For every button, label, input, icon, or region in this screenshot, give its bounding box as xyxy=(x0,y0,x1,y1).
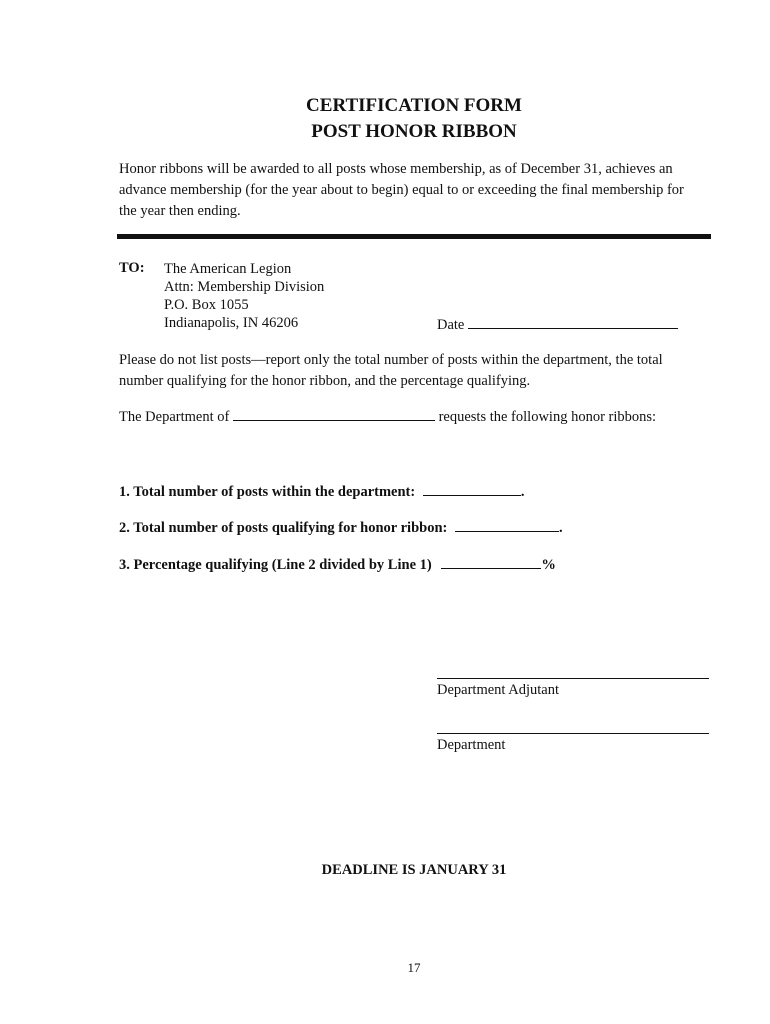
address-line-1: The American Legion xyxy=(164,261,292,277)
adjutant-signature-line[interactable] xyxy=(437,678,709,679)
instructions-line-1: Please do not list posts—report only the total number of posts within the department, the total xyxy=(119,352,663,368)
item-total-posts-label: 1. Total number of posts within the department: xyxy=(119,484,416,500)
item-percentage-label: 3. Percentage qualifying (Line 2 divided by Line 1) xyxy=(119,557,432,573)
address-line-3: P.O. Box 1055 xyxy=(164,297,249,313)
department-request xyxy=(119,406,719,428)
date-label: Date xyxy=(437,317,465,333)
deadline-notice: DEADLINE IS JANUARY 31 xyxy=(321,862,507,878)
percentage-input-line[interactable] xyxy=(441,554,541,569)
address-line-4: Indianapolis, IN 46206 xyxy=(164,315,299,331)
address-line-2: Attn: Membership Division xyxy=(164,279,325,295)
form-subtitle: POST HONOR RIBBON xyxy=(311,121,517,142)
section-divider xyxy=(117,234,711,239)
department-signature-line[interactable] xyxy=(437,733,709,734)
department-request-prefix: The Department of xyxy=(119,409,230,425)
item-qualifying-posts-suffix: . xyxy=(558,520,563,536)
department-request-suffix: requests the following honor ribbons: xyxy=(438,409,657,425)
department-signature-label: Department xyxy=(437,737,506,753)
to-label: TO: xyxy=(119,260,145,276)
page-number: 17 xyxy=(407,960,421,975)
item-total-posts xyxy=(119,481,524,501)
item-percentage xyxy=(119,554,556,574)
item-total-posts-suffix: . xyxy=(520,484,525,500)
qualifying-posts-input-line[interactable] xyxy=(455,517,559,532)
date-field xyxy=(437,314,678,334)
intro-line-1: Honor ribbons will be awarded to all posts whose membership, as of December 31, achieves an xyxy=(119,161,673,177)
item-qualifying-posts xyxy=(119,517,563,537)
adjutant-signature-label: Department Adjutant xyxy=(437,682,560,698)
intro-line-2: advance membership (for the year about to begin) equal to or exceeding the final membership for xyxy=(119,182,684,198)
date-input-line[interactable] xyxy=(468,314,678,329)
item-percentage-suffix: % xyxy=(541,557,556,573)
department-name-input-line[interactable] xyxy=(233,406,435,421)
form-title: CERTIFICATION FORM xyxy=(306,95,522,116)
total-posts-input-line[interactable] xyxy=(423,481,521,496)
intro-line-3: the year then ending. xyxy=(119,203,241,219)
item-qualifying-posts-label: 2. Total number of posts qualifying for honor ribbon: xyxy=(119,520,448,536)
instructions-line-2: number qualifying for the honor ribbon, and the percentage qualifying. xyxy=(119,373,531,389)
